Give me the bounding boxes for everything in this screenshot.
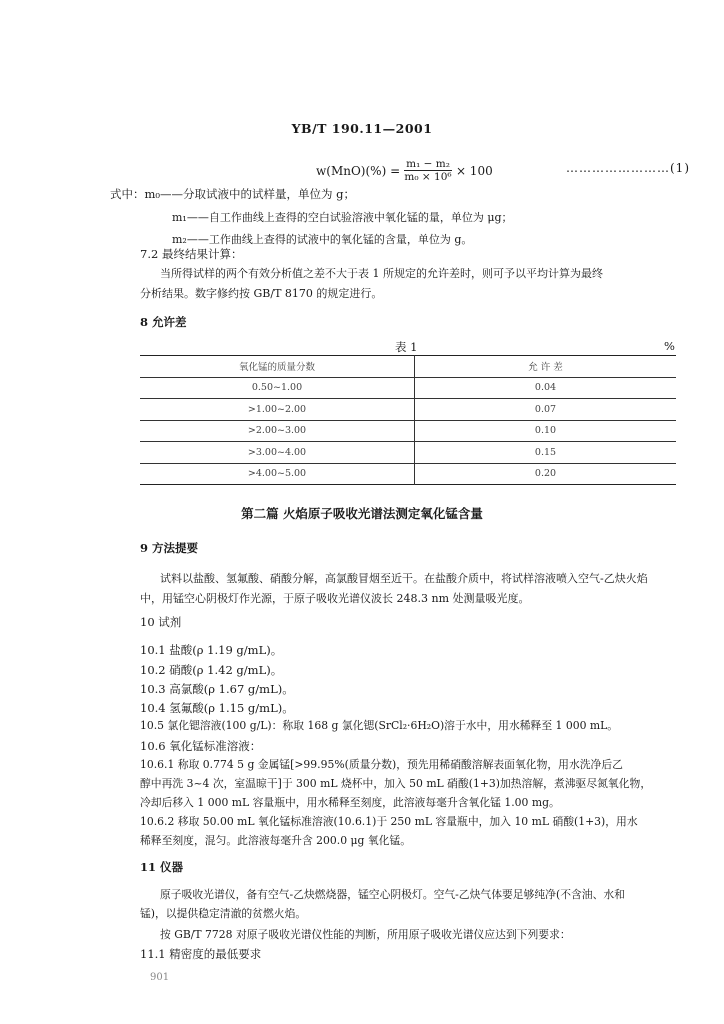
- formula-number: ……………………(1): [566, 161, 690, 175]
- section-10-heading: 10 试剂: [140, 615, 182, 629]
- reagent-10-3: 10.3 高氯酸(ρ 1.67 g/mL)。: [140, 682, 294, 696]
- formula-numerator: m₁ − m₂: [406, 158, 450, 170]
- reagent-10-1: 10.1 盐酸(ρ 1.19 g/mL)。: [140, 643, 283, 657]
- reagent-10-6-1-line3: 冷却后移入 1 000 mL 容量瓶中，用水稀释至刻度，此溶液每毫升含氧化锰 1.00 mg。: [140, 796, 560, 809]
- table-row: [140, 377, 676, 399]
- reagent-10-6-1-line1: 10.6.1 称取 0.774 5 g 金属锰[>99.95%(质量分数)，预先用稀硝酸溶解表面氧化物，用水洗净后乙: [140, 758, 623, 771]
- reagent-10-6: 10.6 氧化锰标准溶液：: [140, 739, 262, 753]
- section-9-line2: 中，用锰空心阴极灯作光源，于原子吸收光谱仪波长 248.3 nm 处测量吸光度。: [140, 592, 530, 605]
- section-9-heading: 9 方法提要: [140, 541, 199, 555]
- table-unit: %: [664, 339, 675, 353]
- table-cell: >4.00~5.00: [140, 463, 415, 485]
- section-7-2-line1: 当所得试样的两个有效分析值之差不大于表 1 所规定的允许差时，则可予以平均计算为最终: [160, 267, 603, 280]
- table-cell: >2.00~3.00: [140, 420, 415, 442]
- where-m1: m₁——自工作曲线上查得的空白试验溶液中氧化锰的量，单位为 μg；: [172, 211, 513, 224]
- table-cell: 0.20: [534, 468, 557, 480]
- reagent-10-6-2-line1: 10.6.2 移取 50.00 mL 氧化锰标准溶液(10.6.1)于 250 mL 容量瓶中，加入 10 mL 硝酸(1+3)，用水: [140, 815, 638, 828]
- page-header: YB/T 190.11—2001: [291, 121, 433, 136]
- reagent-10-6-2-line2: 稀释至刻度，混匀。此溶液每毫升含 200.0 μg 氧化锰。: [140, 834, 412, 847]
- table-cell: 0.04: [534, 382, 557, 394]
- table-header-cell: 氧化锰的质量分数: [140, 356, 415, 378]
- section-9-line1: 试料以盐酸、氢氟酸、硝酸分解，高氯酸冒烟至近干。在盐酸介质中，将试样溶液喷入空气-乙炔火焰: [160, 572, 648, 585]
- section-8-heading: 8 允许差: [140, 315, 187, 329]
- reagent-10-6-1-line2: 醇中再洗 3~4 次，室温晾干]于 300 mL 烧杯中，加入 50 mL 硝酸(1+3)加热溶解，煮沸驱尽氮氧化物，: [140, 777, 652, 790]
- table-row: [140, 463, 676, 485]
- table-cell: >3.00~4.00: [140, 442, 415, 464]
- section-11-1-heading: 11.1 精密度的最低要求: [140, 947, 262, 961]
- formula-lhs: w(MnO)(%) =: [316, 163, 401, 178]
- table-row: [140, 420, 676, 442]
- section-7-2-line2: 分析结果。数字修约按 GB/T 8170 的规定进行。: [140, 287, 383, 300]
- table-header-row: [140, 356, 676, 378]
- formula-fraction: [404, 158, 452, 183]
- table-row: [140, 399, 676, 421]
- table-cell: 0.50~1.00: [140, 377, 415, 399]
- table-cell: 0.07: [534, 403, 557, 415]
- section-11-para1-line1: 原子吸收光谱仪，备有空气-乙炔燃烧器，锰空心阴极灯。空气-乙炔气体要足够纯净(不含油、水和: [160, 888, 625, 901]
- section-11-para1-line2: 锰)，以提供稳定清澈的贫燃火焰。: [140, 907, 307, 920]
- section-11-heading: 11 仪器: [140, 860, 184, 874]
- table-cell: 0.15: [534, 446, 557, 458]
- page-number: 901: [150, 972, 170, 983]
- formula-denominator: m₀ × 10⁶: [404, 171, 452, 183]
- section-7-2-heading: 7.2 最终结果计算：: [140, 247, 243, 261]
- reagent-10-5: 10.5 氯化锶溶液(100 g/L)：称取 168 g 氯化锶(SrCl₂·6H₂O)溶于水中，用水稀释至 1 000 mL。: [140, 719, 619, 732]
- formula-1: [316, 158, 493, 183]
- table-cell: >1.00~2.00: [140, 399, 415, 421]
- formula-rhs: × 100: [455, 163, 493, 178]
- where-intro: 式中：m₀——分取试液中的试样量，单位为 g；: [110, 187, 356, 201]
- table-cell: 0.10: [534, 425, 557, 437]
- table-header-cell: 允 许 差: [528, 362, 563, 374]
- table-row: [140, 442, 676, 464]
- part-two-title: 第二篇 火焰原子吸收光谱法测定氧化锰含量: [241, 506, 483, 521]
- table-caption: 表 1: [395, 340, 418, 354]
- reagent-10-4: 10.4 氢氟酸(ρ 1.15 g/mL)。: [140, 701, 294, 715]
- reagent-10-2: 10.2 硝酸(ρ 1.42 g/mL)。: [140, 663, 283, 677]
- where-m2: m₂——工作曲线上查得的试液中的氧化锰的含量，单位为 g。: [172, 233, 473, 246]
- tolerance-table: [140, 355, 676, 485]
- section-11-para2: 按 GB/T 7728 对原子吸收光谱仪性能的判断，所用原子吸收光谱仪应达到下列要求：: [160, 928, 571, 941]
